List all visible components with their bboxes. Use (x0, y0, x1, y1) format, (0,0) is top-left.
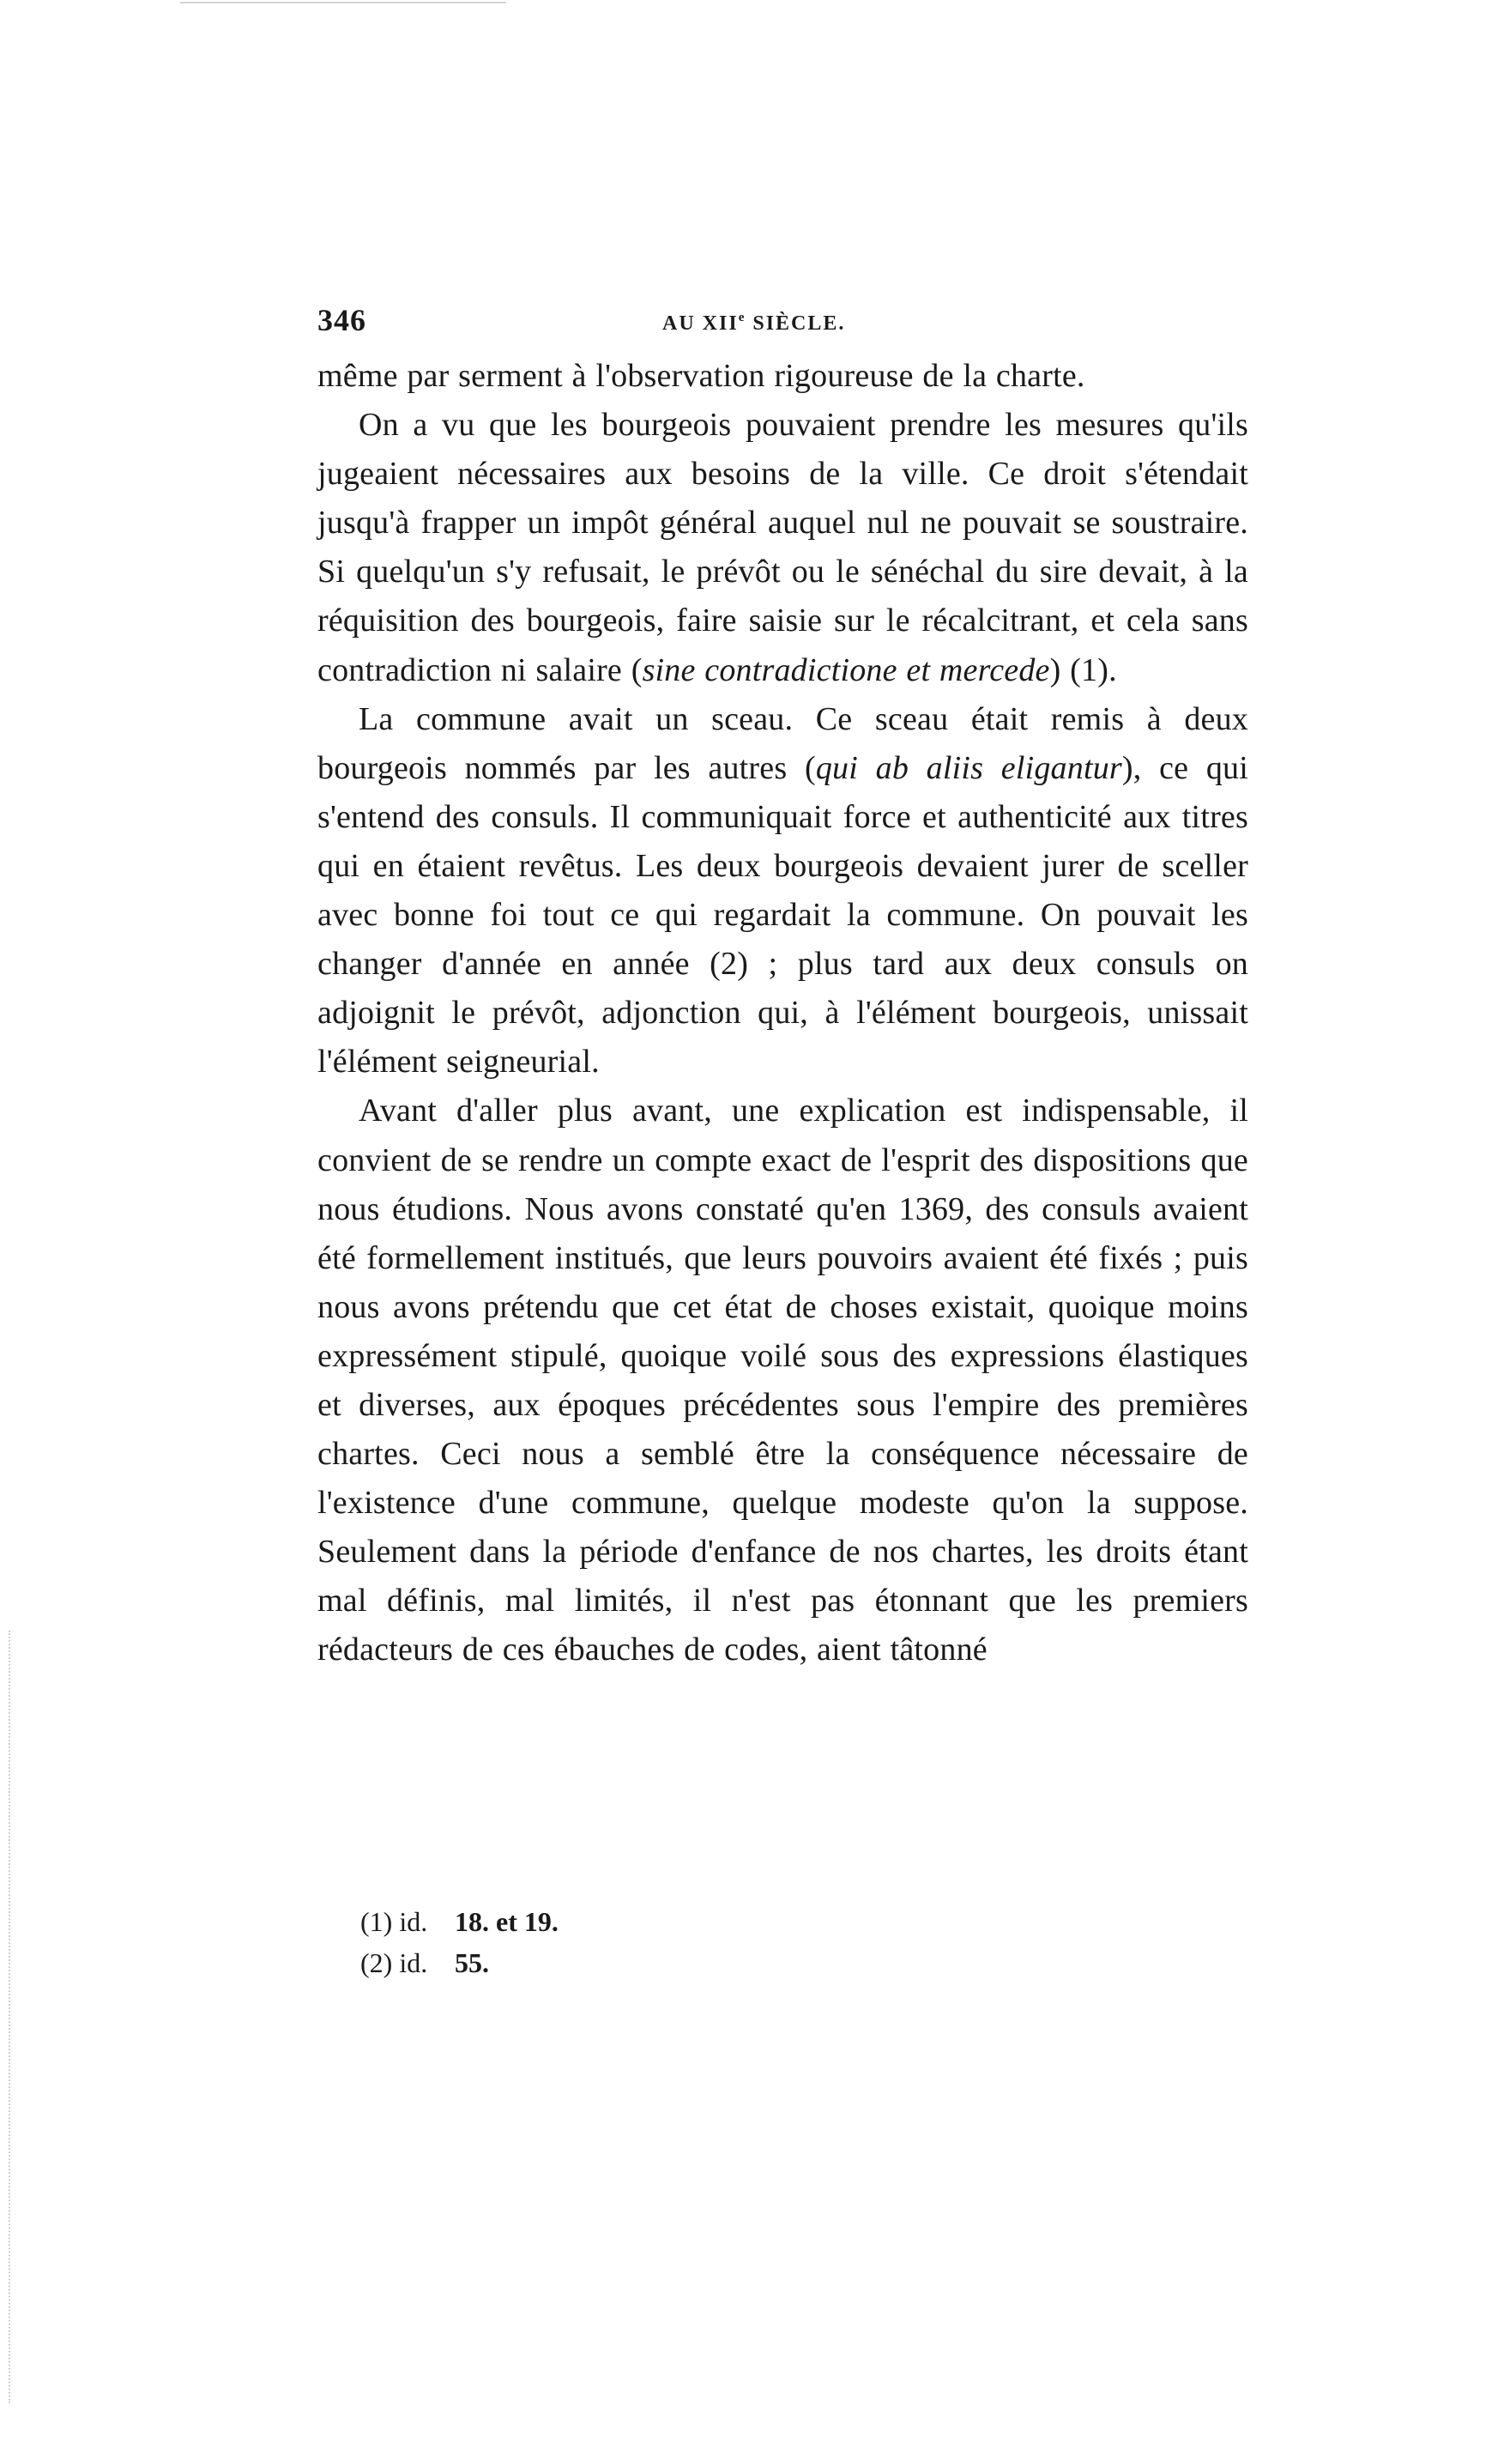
paragraph-commune-seal: La commune avait un sceau. Ce sceau était remis à deux bourgeois nommés par les autres (qui ab aliis eligantur), ce qui s'entend des consuls. Il communiquait force et authenticité aux titres qui en étaient revêtus. Les deux bourgeois devaient jurer de sceller avec bonne foi tout ce qui regardait la commune. On pouvait les changer d'année en année (2) ; plus tard aux deux consuls on adjoignit le prévôt, adjonction qui, à l'élément bourgeois, unissait l'élément seigneurial. (317, 700, 1249, 1081)
footnote-reference: 55. (455, 1947, 489, 1978)
footnote-mark: (1) id. (360, 1906, 428, 1937)
body-text (317, 352, 1248, 1675)
scan-edge-mark (9, 1631, 10, 2403)
footnotes (360, 1901, 575, 1983)
paragraph-bourgeois-measures: On a vu que les bourgeois pouvaient prendre les mesures qu'ils jugeaient nécessaires aux besoins de la ville. Ce droit s'étendait jusqu'à frapper un impôt général auquel nul ne pouvait se soustraire. Si quelqu'un s'y refusait, le prévôt ou le sénéchal du sire devait, à la réquisition des bourgeois, faire saisie sur le récalcitrant, et cela sans contradiction ni salaire (sine contradictione et mercede) (1). (317, 407, 1248, 688)
paragraph-explanation: Avant d'aller plus avant, une explication est indispensable, il convient de se rendre un compte exact de l'esprit des dispositions que nous étudions. Nous avons constaté qu'en 1369, des consuls avaient été formellement institués, que leurs pouvoirs avaient été fixés ; puis nous avons prétendu que cet état de choses existait, quoique moins expressément stipulé, quoique voilé sous des expressions élastiques et diverses, aux époques précédentes sous l'empire des premières chartes. Ceci nous a semblé être la conséquence nécessaire de l'existence d'une commune, quelque modeste qu'on la suppose. Seulement dans la période d'enfance de nos chartes, les droits étant mal définis, mal limités, il n'est pas étonnant que les premiers rédacteurs de ces ébauches de codes, aient tâtonné (317, 1093, 1248, 1668)
paragraph-continuation: même par serment à l'observation rigoureuse de la charte. (317, 358, 1085, 394)
latin-phrase: qui ab aliis eligantur (815, 749, 1122, 786)
scan-edge-mark (180, 2, 506, 3)
footnote-reference: 18. et 19. (455, 1906, 559, 1937)
footnote (360, 1942, 575, 1983)
footnote-mark: (2) id. (360, 1947, 428, 1978)
book-page (317, 302, 1248, 1675)
running-title: AU XIIe SIÈCLE. (662, 311, 846, 335)
latin-phrase: sine contradictione et mercede (642, 651, 1050, 688)
running-head (317, 302, 1248, 352)
page-number: 346 (317, 303, 366, 337)
footnote (360, 1901, 575, 1942)
